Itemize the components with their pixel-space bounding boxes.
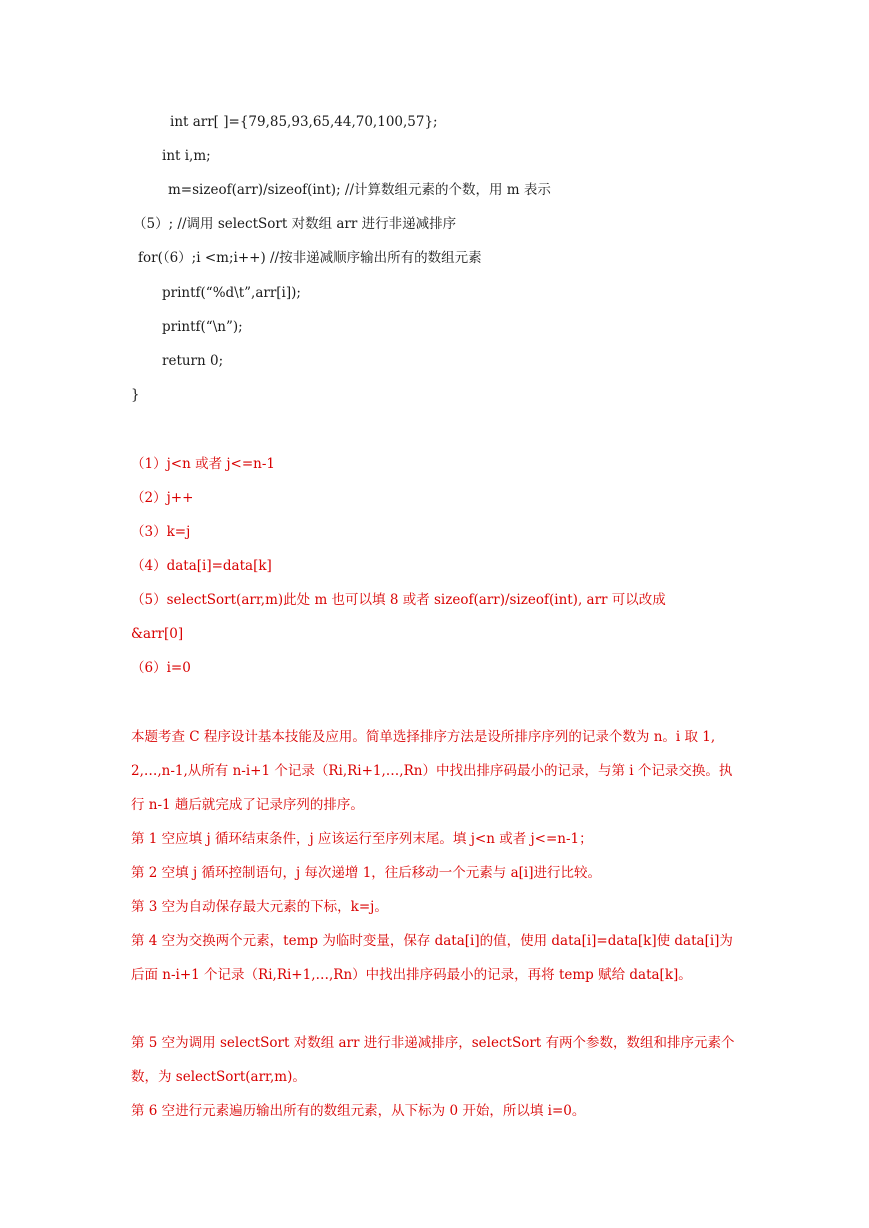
explanation-blank-4: 第 4 空为交换两个元素，temp 为临时变量，保存 data[i]的值，使用 data[i]=data[k]使 data[i]为后面 n-i+1 个记录（Ri,Ri+1,…,Rn）中找出排序码最小的记录，再将 temp 赋给 data[k]。 [131,933,733,983]
explanation-blank-5: 第 5 空为调用 selectSort 对数组 arr 进行非递减排序，selectSort 有两个参数，数组和排序元素个数，为 selectSort(arr,m)。 [131,1035,735,1085]
answer-4: （4）data[i]=data[k] [131,558,272,574]
answer-5: （5）selectSort(arr,m)此处 m 也可以填 8 或者 sizeof(arr)/sizeof(int), arr 可以改成 [131,592,666,608]
answer-5-cont: &arr[0] [131,626,184,642]
code-line-arr-decl: int arr[ ]={79,85,93,65,44,70,100,57}; [170,114,438,130]
code-line-vars: int i,m; [162,148,211,164]
code-line-close-brace: } [131,387,140,403]
code-line-sizeof: m=sizeof(arr)/sizeof(int); //计算数组元素的个数，用 m 表示 [168,182,551,198]
explanation-blank-6: 第 6 空进行元素遍历输出所有的数组元素，从下标为 0 开始，所以填 i=0。 [131,1103,586,1119]
answer-1: （1）j<n 或者 j<=n-1 [131,456,276,472]
code-line-for: for(（6）;i <m;i++) //按非递减顺序输出所有的数组元素 [138,250,482,266]
answer-3: （3）k=j [131,524,191,540]
explanation-blank-3: 第 3 空为自动保存最大元素的下标，k=j。 [131,899,388,915]
code-line-printf-elem: printf(“%d\t”,arr[i]); [162,285,301,301]
explanation-blank-1: 第 1 空应填 j 循环结束条件，j 应该运行至序列末尾。填 j<n 或者 j<=n-1； [131,831,593,847]
explanation-blank-2: 第 2 空填 j 循环控制语句，j 每次递增 1，往后移动一个元素与 a[i]进行比较。 [131,865,601,881]
code-line-blank5: （5）; //调用 selectSort 对数组 arr 进行非递减排序 [133,216,457,232]
explanation-intro: 本题考查 C 程序设计基本技能及应用。简单选择排序方法是设所排序序列的记录个数为 n。i 取 1,2,…,n-1,从所有 n-i+1 个记录（Ri,Ri+1,…,Rn）中找出排序码最小的记录，与第 i 个记录交换。执行 n-1 趟后就完成了记录序列的排序。 [131,729,733,813]
code-line-printf-newline: printf(“\n”); [162,319,243,335]
code-line-return: return 0; [162,353,224,369]
answer-6: （6）i=0 [131,660,191,676]
answer-2: （2）j++ [131,490,194,506]
